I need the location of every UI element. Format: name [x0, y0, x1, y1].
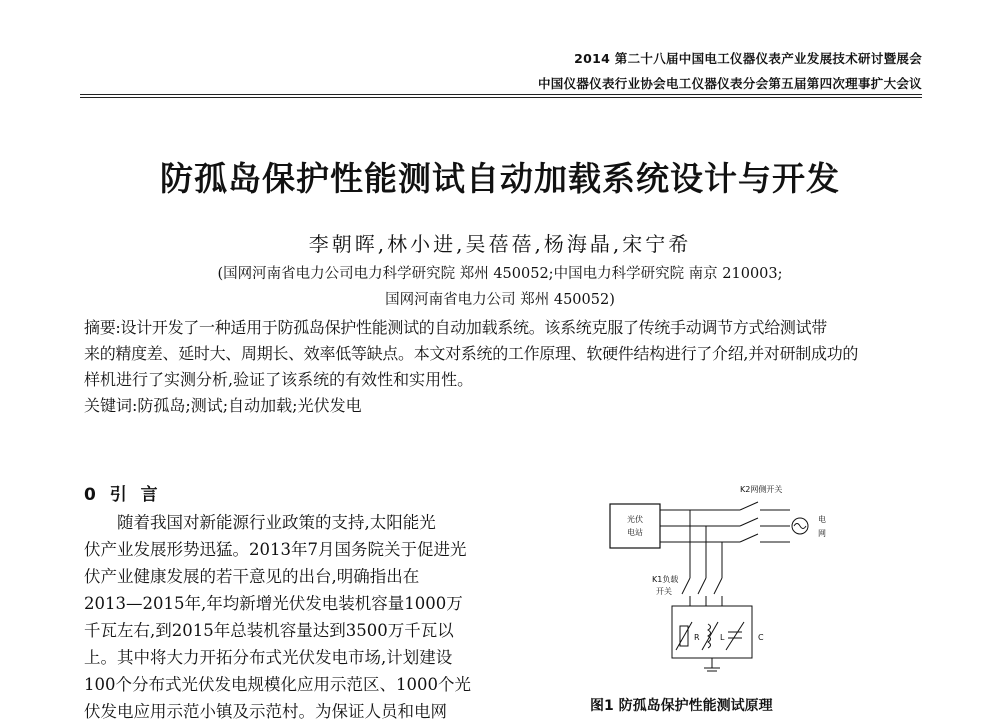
body-line: 100个分布式光伏发电规模化应用示范区、1000个光 [84, 675, 471, 694]
conference-header-line-2: 中国仪器仪表行业协会电工仪器仪表分会第五届第四次理事扩大会议 [537, 76, 922, 91]
circuit-diagram [590, 478, 850, 678]
grid-label-1: 电 [818, 515, 826, 524]
abstract-line: 样机进行了实测分析,验证了该系统的有效性和实用性。 [84, 370, 474, 389]
body-line: 随着我国对新能源行业政策的支持,太阳能光 [117, 513, 436, 532]
pv-station-box [610, 504, 660, 548]
abstract-line: 来的精度差、延时大、周期长、效率低等缺点。本文对系统的工作原理、软硬件结构进行了介绍,并对研制成功的 [84, 344, 859, 363]
k1-label-2: 开关 [656, 587, 672, 596]
header-rule [80, 94, 922, 95]
abstract-line: 摘要:设计开发了一种适用于防孤岛保护性能测试的自动加载系统。该系统克服了传统手动调节方式给测试带 [84, 318, 827, 337]
rlc-load [676, 622, 744, 671]
grid-label-2: 网 [818, 529, 826, 538]
c-label: C [758, 633, 764, 642]
r-label: R [694, 633, 700, 642]
k2-label: K2网侧开关 [740, 485, 783, 494]
affiliation-line-2: 国网河南省电力公司 郑州 450052) [385, 292, 615, 308]
paper-authors: 李朝晖,林小进,吴蓓蓓,杨海晶,宋宁希 [308, 232, 692, 256]
header-rule-thin [80, 97, 922, 98]
conference-header-line-1: 2014 第二十八届中国电工仪器仪表产业发展技术研讨暨展会 [574, 51, 922, 66]
paper-title: 防孤岛保护性能测试自动加载系统设计与开发 [160, 159, 840, 198]
body-line: 2013—2015年,年均新增光伏发电装机容量1000万 [84, 594, 463, 613]
body-line: 伏产业健康发展的若干意见的出台,明确指出在 [84, 567, 420, 586]
pv-label-2: 电站 [627, 528, 643, 537]
bus-lines [660, 510, 740, 578]
l-label: L [720, 633, 725, 642]
k2-switch [740, 502, 790, 542]
body-line: 伏发电应用示范小镇及示范村。为保证人员和电网 [84, 702, 447, 721]
body-line: 上。其中将大力开拓分布式光伏发电市场,计划建设 [84, 648, 453, 667]
k1-label-1: K1负载 [652, 575, 679, 584]
body-line: 伏产业发展形势迅猛。2013年7月国务院关于促进光 [84, 540, 467, 559]
pv-label-1: 光伏 [627, 515, 643, 524]
section-heading: 0 引 言 [84, 485, 158, 505]
affiliation-line-1: (国网河南省电力公司电力科学研究院 郑州 450052;中国电力科学研究院 南京 210003; [217, 266, 783, 282]
body-line: 千瓦左右,到2015年总装机容量达到3500万千瓦以 [84, 621, 454, 640]
keywords: 关键词:防孤岛;测试;自动加载;光伏发电 [84, 396, 362, 415]
figure-caption: 图1 防孤岛保护性能测试原理 [590, 698, 773, 714]
